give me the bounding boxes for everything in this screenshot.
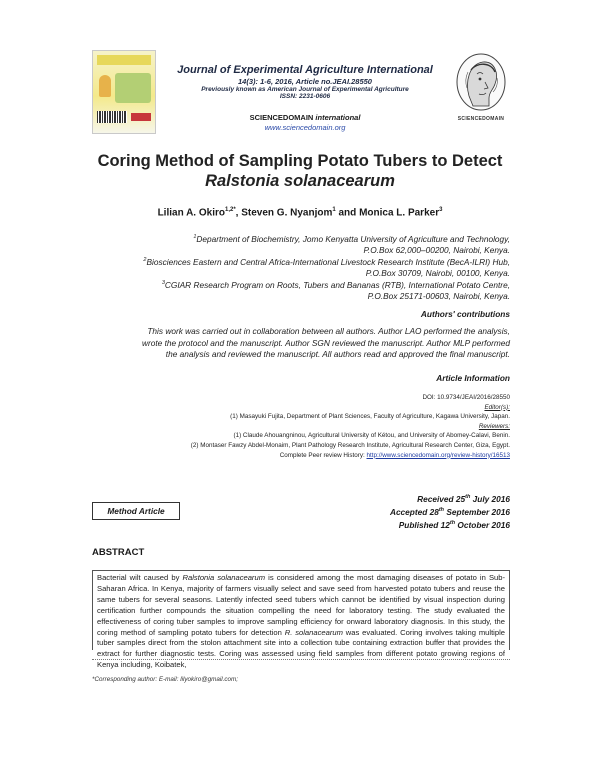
abstract-heading: ABSTRACT xyxy=(92,547,145,558)
author-name: Steven G. Nyanjom xyxy=(241,207,333,219)
footnote-divider xyxy=(92,659,510,660)
author-name: Monica L. Parker xyxy=(359,207,440,219)
journal-header xyxy=(170,64,440,100)
corresponding-author-footnote: *Corresponding author: E-mail: lilyokiro@gmail.com; xyxy=(92,676,239,683)
editors-label: Editor(s): xyxy=(484,403,510,411)
article-info-heading: Article Information xyxy=(436,373,510,383)
journal-cover-image xyxy=(92,50,156,134)
publication-dates xyxy=(390,492,510,530)
peer-review-history: Complete Peer review History: http://www.sciencedomain.org/review-history/16513 xyxy=(279,451,510,459)
contributions-heading: Authors' contributions xyxy=(420,309,510,319)
publisher-seal-logo xyxy=(455,52,507,114)
affiliation-3: $^3$CGIAR Research Program on Roots, Tubers and Bananas (RTB), International Potato Centre, P.O.Box 25171-00603, Nairobi, Kenya. xyxy=(161,279,510,302)
reviewer-entry: (1) Claude Ahouangninou, Agricultural University of Kétou, and University of Abomey-Calavi, Benin. xyxy=(233,432,510,440)
reviewers-label: Reviewers: xyxy=(478,422,510,430)
author-list: Lilian A. Okiro$^{1,2*}$, Steven G. Nyanjom$^1$ and Monica L. Parker$^3$ xyxy=(157,207,443,219)
editor-entry: (1) Masayuki Fujita, Department of Plant Sciences, Faculty of Agriculture, Kagawa University, Japan. xyxy=(230,413,510,421)
published-date: Published 12th October 2016 xyxy=(398,519,510,530)
author-name: Lilian A. Okiro xyxy=(157,207,225,219)
doi: DOI: 10.9734/JEAI/2016/28550 xyxy=(422,394,510,401)
abstract-text: Bacterial wilt caused by Ralstonia solanacearum is considered among the most damaging diseases of potato in Sub-Saharan Africa. In Kenya, majority of farmers visually select and save seed from harvested potato tubers and reuse the same tubers for several seasons. Latently infected seed tubers which cannot be identified by visual inspection during certification further compounds the situation compelling the need for laboratory testing. The study evaluated the effectiveness of coring tuber samples to improve sampling efficiency for onward laboratory diagnosis. In this study, the coring method of sampling potato tubers for detection R. solanacearum was evaluated. Coring involves taking multiple tuber samples direct from the stolon attachment site into a collection tube containing extraction buffer that provides the extract for further diagnostic tests. Coring was assessed using field samples from different potato growing regions of Kenya including, Koibatek, xyxy=(92,570,510,650)
article-info-block xyxy=(191,393,510,460)
article-title-line1: Coring Method of Sampling Potato Tubers to Detect xyxy=(97,152,503,170)
publisher-website-link[interactable]: www.sciencedomain.org xyxy=(264,123,346,132)
article-type-badge: Method Article xyxy=(92,502,180,520)
journal-formerly: Previously known as American Journal of Experimental Agriculture xyxy=(201,86,409,93)
contributions-text: This work was carried out in collaboration between all authors. Author LAO performed the analysis, wrote the protocol and the manuscript. Author SGN reviewed the manuscript. Author MLP performed the analysis and reviewed the manuscript. All authors read and approved the final manuscript. xyxy=(141,326,510,359)
affiliation-1: $^1$Department of Biochemistry, Jomo Kenyatta University of Agriculture and Technology, P.O.Box 62,000–00200, Nairobi, Kenya. xyxy=(193,233,510,256)
seal-caption: SCIENCEDOMAIN xyxy=(457,116,505,122)
journal-citation: 14(3): 1-6, 2016, Article no.JEAI.28550 xyxy=(238,77,372,86)
peer-review-link[interactable]: http://www.sciencedomain.org/review-history/16513 xyxy=(366,451,510,459)
publisher-name: SCIENCEDOMAIN international xyxy=(249,113,361,122)
reviewer-entry: (2) Montaser Fawzy Abdel-Monaim, Plant Pathology Research Institute, Agricultural Research Center, Giza, Egypt. xyxy=(190,441,510,449)
journal-title: Journal of Experimental Agriculture International xyxy=(177,64,433,76)
accepted-date: Accepted 28th September 2016 xyxy=(389,506,510,517)
article-title-line2: Ralstonia solanacearum xyxy=(205,172,395,190)
received-date: Received 25th July 2016 xyxy=(417,493,510,504)
affiliation-2: $^2$Biosciences Eastern and Central Africa-International Livestock Research Institute (BecA-ILRI) Hub, P.O.Box 30709, Nairobi, 00100, Kenya. xyxy=(143,256,510,279)
journal-issn: ISSN: 2231-0606 xyxy=(279,93,331,100)
